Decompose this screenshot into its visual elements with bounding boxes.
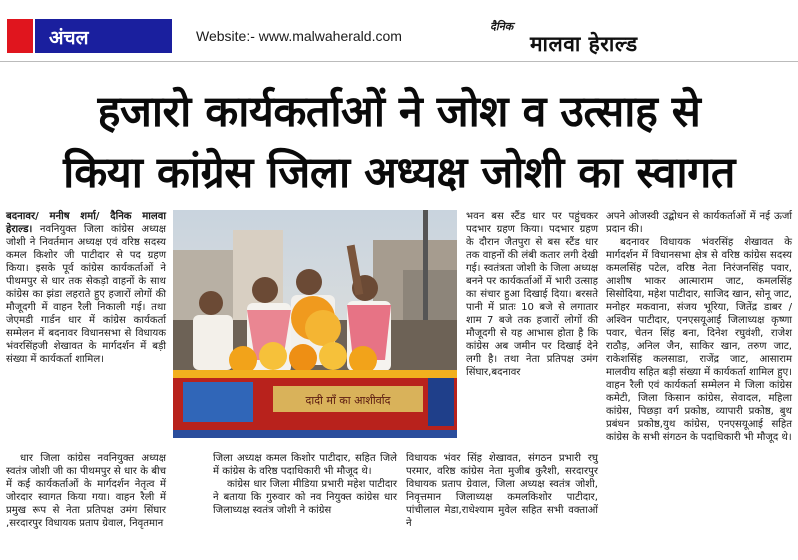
red-accent-block <box>7 19 33 53</box>
article-column-4 <box>606 210 792 444</box>
article-col4-para2: बदनावर विधायक भंवरसिंह शेखावत के मार्गदर्शन में विधानसभा क्षेत्र से वरिष्ठ कांग्रेस सदस्य कमलसिंह पटेल, वरिष्ठ नेता निरंजनसिंह पवार, आशीष भाकर आत्माराम जाट, कमलसिंह सिसोदिया, महेश पाटीदार, साजिद खान, सोनू जाट, मनोहर मकवाना, संजय भूरिया, जितेंद्र डाबर / अश्विन पाटीदार, एनएसयूआई जिलाध्यक्ष कृष्णा पवार, चेतन सिंह बना, दिनेश रघुवंशी, राजेश राठौड़, अनिल जैन, साकिर खान, तरुण जाट, राकेशसिंह कलसाडा, राजेंद्र जाट, आसाराम मालवीय सहित बड़ी संख्या में कार्यकर्ता शामिल हुए। वाहन रैली एवं कार्यकर्ता सम्मेलन मे जिला कांग्रेस कमेटी, जिला किसान कांग्रेस, सेवादल, महिला कांग्रेस, पिछड़ा वर्ग प्रकोष्ठ, व्यापारी प्रकोष्ठ, बुथ प्रबंधन प्रकोष्ठ,युथ कांग्रेस, एनएसयूआई सहित कांग्रेस के सभी संगठन के पदाधिकारी भी मौजूद थे। <box>606 237 792 443</box>
dateline: बदनावर/ मनीष शर्मा/ दैनिक मालवा हेराल्ड। <box>6 211 166 235</box>
article-col1-para2: धार जिला कांग्रेस नवनियुक्त अध्यक्ष स्वतंत्र जोशी जी का पीथमपुर से धार के बीच में कई कार्यकर्ताओं के मार्गदर्शन नेतृत्व में जोरदार स्वागत किया गया। वाहन रैली में प्रमुख रूप से नेता प्रतिपक्ष उमंग सिंघार ,सरदारपुर विधायक प्रताप ग्रेवाल, निवृतमान <box>6 453 166 529</box>
header-divider <box>0 61 798 62</box>
headline-line-1: हजारो कार्यकर्ताओं ने जोश व उत्साह से <box>97 87 701 137</box>
article-column-1-bottom <box>6 452 166 530</box>
article-col3-text: भवन बस स्टैंड धार पर पहुंचकर पदभार ग्रहण किया। पदभार ग्रहण के दौरान जैतपुरा से बस स्टैंड धार तक वाहनों की लंबी कतार लगी देखी गई। स्वतंत्रता जोशी के जिला अध्यक्ष बनने पर कार्यकर्ताओं में भारी उत्साह का संचार हुआ दिखाई दिया। बरसते पानी में प्रातः 10 बजे से लगातार शाम 7 बजे तक हजारों लोगों की मौजूदगी से यह आभास होता है कि कांग्रेस अब जमीन पर दिखाई देने लगी है। तथा नेता प्रतिपक्ष उमंग सिंघार,बदनावर <box>466 211 598 378</box>
headline-line-2: किया कांग्रेस जिला अध्यक्ष जोशी का स्वागत <box>63 148 735 198</box>
website-url: Website:- www.malwaherald.com <box>196 28 402 44</box>
section-label-box <box>35 19 172 53</box>
masthead-logo: मालवा हेराल्ड <box>530 32 638 56</box>
news-photo <box>173 210 457 438</box>
article-column-2 <box>213 452 397 517</box>
masthead-dainik: दैनिक <box>490 20 514 33</box>
article-col2-para2: कांग्रेस धार जिला मीडिया प्रभारी महेश पाटीदार ने बताया कि गुरुवार को नव नियुक्त कांग्रेस धार जिलाध्यक्ष स्वतंत्र जोशी ने कांग्रेस <box>213 479 397 516</box>
page-header <box>0 0 798 62</box>
article-col3-para2: विधायक भंवर सिंह शेखावत, संगठन प्रभारी रघु परमार, वरिष्ठ कांग्रेस नेता मुजीब कुरैशी, सरदारपुर विधायक प्रताप ग्रेवाल, जिला अध्यक्ष स्वतंत्र जोशी, निवृत्तमान जिलाध्यक्ष कमलकिशोर पाटीदार, पांचीलाल मेडा,राधेश्याम मुवेल सहित सभी वक्ताओं ने <box>406 453 598 529</box>
banner-text: दादी माँ का आशीर्वाद <box>305 394 391 407</box>
article-col1-text: नवनियुक्त जिला कांग्रेस अध्यक्ष जोशी ने निवर्तमान अध्यक्ष एवं वरिष्ठ सदस्य कमल किशोर जी पाटीदार से पद ग्रहण किया। इसके पूर्व कांग्रेस कार्यकर्ताओं ने पीथमपुर से धार तक सेकड़ो वाहनों के साथ कांग्रेस का झंडा लहराते हुए हजारों लोगों की मौजूदगी में वाहन रैली निकाली गई। तथा जेएमडी गार्डन धार में कांग्रेस कार्यकर्ता सम्मेलन में बदनावर विधानसभा से विधायक भंवरसिंहजी शेखावत के मार्गदर्शन में बड़ी संख्या में कार्यकर्ता शामिल। <box>6 224 166 365</box>
article-column-3 <box>466 210 598 379</box>
article-column-3-bottom <box>406 452 598 530</box>
article-col4-text: अपने ओजस्वी उद्बोधन से कार्यकर्ताओं में नई ऊर्जा प्रदान की। <box>606 211 792 235</box>
section-label: अंचल <box>49 27 89 49</box>
article-col2-text: जिला अध्यक्ष कमल किशोर पाटीदार, सहित जिले में कांग्रेस के वरिष्ठ पदाधिकारी भी मौजूद थे। <box>213 453 397 477</box>
article-column-1 <box>6 210 166 366</box>
